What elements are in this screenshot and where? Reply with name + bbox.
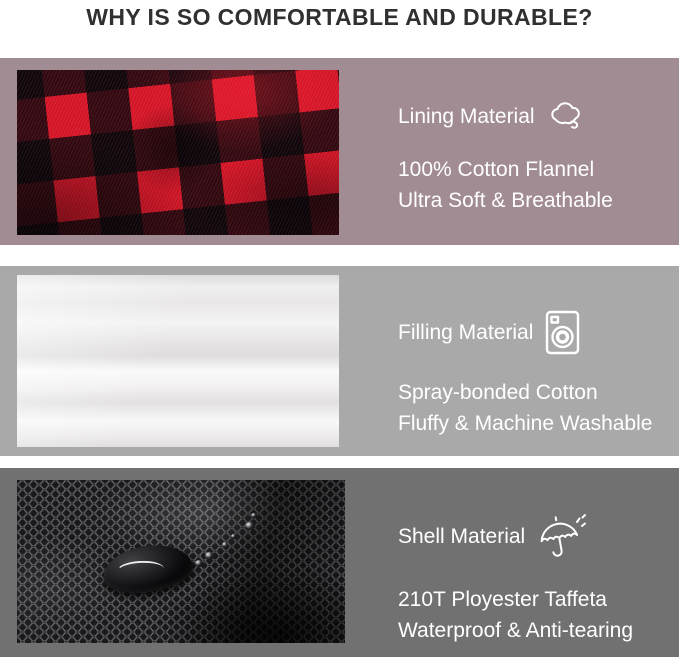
lining-heading-row [398, 102, 613, 132]
washing-machine-icon [545, 310, 580, 355]
shell-line-2: Waterproof & Anti-tearing [398, 619, 633, 642]
filling-line-1: Spray-bonded Cotton [398, 381, 598, 404]
lining-fabric-photo [17, 70, 339, 235]
water-bead [195, 560, 203, 567]
umbrella-rain-icon [537, 512, 589, 562]
shell-heading: Shell Material [398, 525, 526, 548]
filling-description [398, 377, 652, 439]
page-title: WHY IS SO COMFORTABLE AND DURABLE? [86, 3, 593, 30]
shell-heading-row [398, 512, 633, 562]
water-droplet [101, 541, 196, 598]
lining-line-1: 100% Cotton Flannel [398, 158, 595, 181]
shell-fabric-photo [17, 480, 345, 643]
droplet-highlight [117, 560, 165, 580]
water-bead [251, 513, 257, 518]
filling-heading: Filling Material [398, 320, 534, 344]
water-bead [205, 552, 214, 560]
filling-heading-row [398, 310, 652, 355]
shell-text-block [398, 512, 633, 646]
filling-line-2: Fluffy & Machine Washable [398, 412, 653, 435]
section-lining-material [0, 58, 679, 245]
section-filling-material [0, 266, 679, 456]
lining-heading: Lining Material [398, 105, 535, 128]
filling-fabric-photo [17, 275, 339, 447]
water-bead [245, 522, 255, 530]
filling-text-block [398, 310, 652, 439]
lining-description [398, 154, 613, 216]
shell-description [398, 584, 633, 646]
lining-line-2: Ultra Soft & Breathable [398, 189, 613, 212]
water-bead [231, 534, 236, 539]
water-bead [222, 542, 228, 548]
cotton-cloud-icon [547, 102, 583, 132]
shell-line-1: 210T Ployester Taffeta [398, 588, 607, 611]
lining-text-block [398, 102, 613, 216]
section-shell-material [0, 468, 679, 657]
